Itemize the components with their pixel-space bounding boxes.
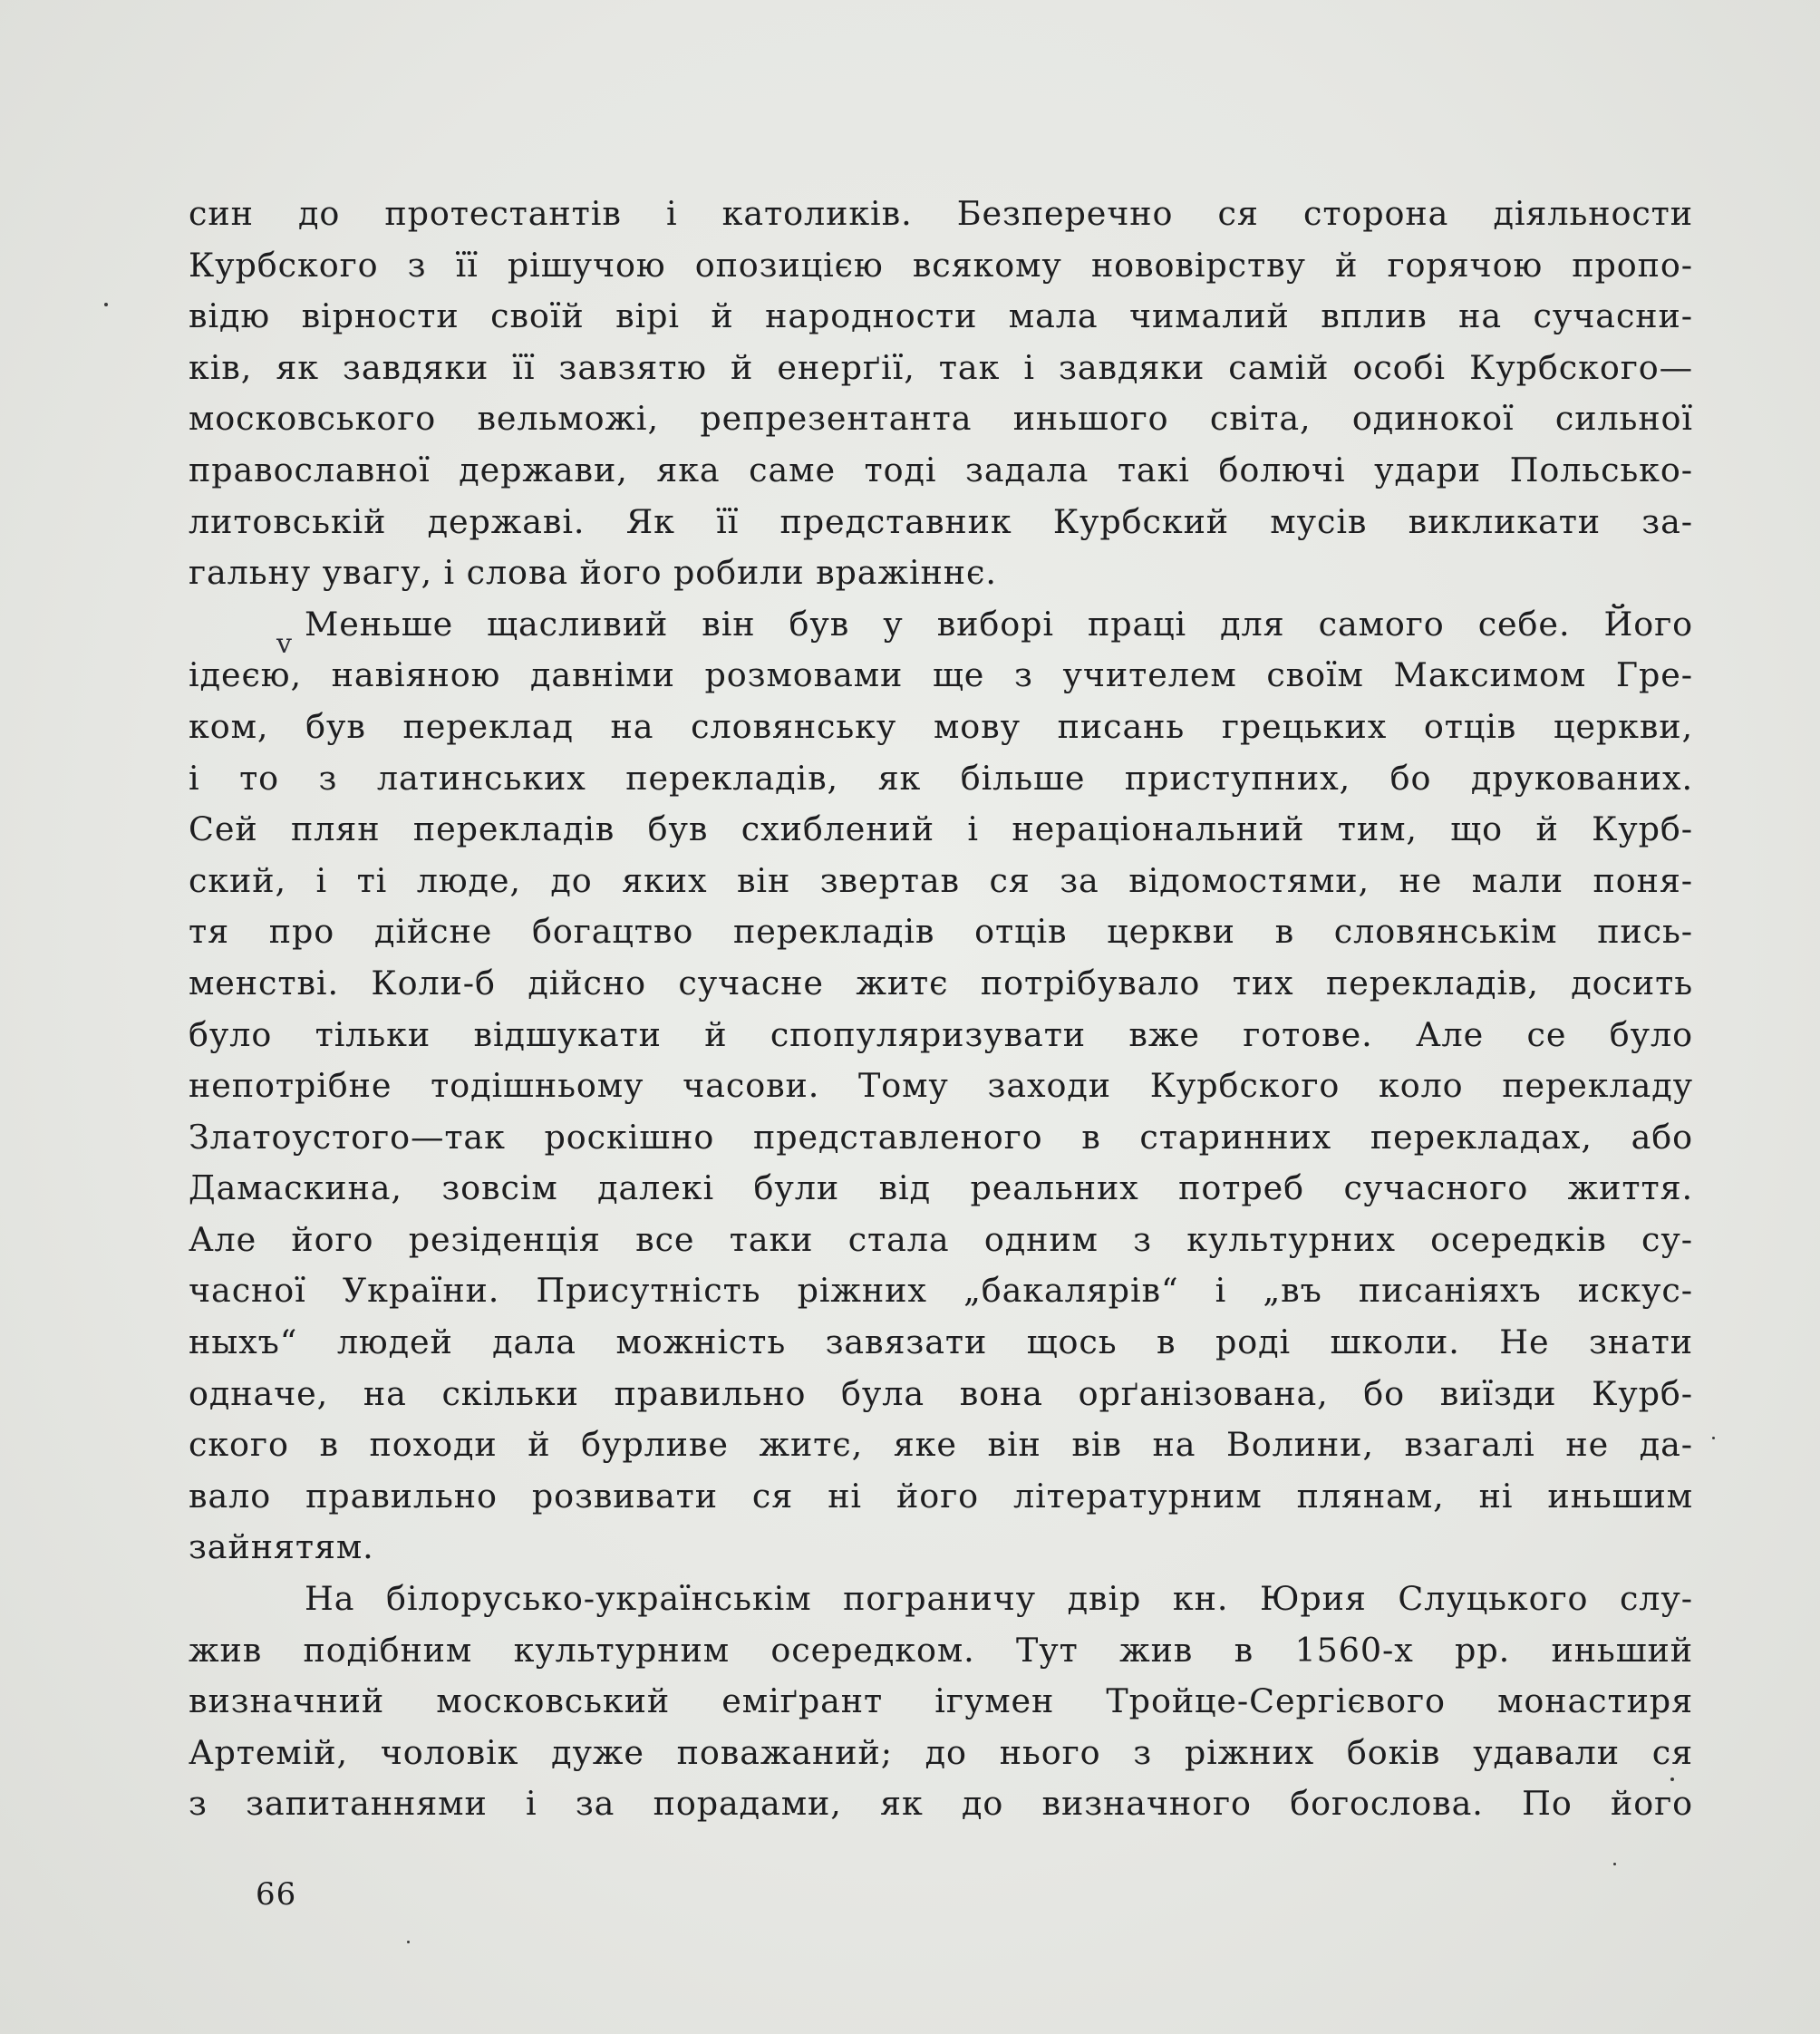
page-number: 66 bbox=[256, 1876, 297, 1913]
marginal-check-mark: v bbox=[276, 628, 292, 660]
text-line: литовській державі. Як її представник Курбский мусів викликати за- bbox=[189, 501, 1693, 541]
text-line: непотрібне тодішньому часови. Тому заходи Курбского коло перекладу bbox=[189, 1066, 1693, 1106]
text-line: зайнятям. bbox=[189, 1527, 374, 1567]
text-line: Дамаскина, зовсім далекі були від реальних потреб сучасного життя. bbox=[189, 1168, 1693, 1208]
text-line: Артемій, чоловік дуже поважаний; до нього з ріжних боків удавали ся bbox=[189, 1732, 1693, 1772]
text-line: московського вельможі, репрезентанта иньшого світа, одинокої сильної bbox=[189, 399, 1693, 439]
text-line: Курбского з її рішучою опозицією всякому нововірству й горячою пропо- bbox=[189, 245, 1693, 285]
text-line: Златоустого—так роскішно представленого в старинних перекладах, або bbox=[189, 1117, 1693, 1157]
text-line: відю вірности своїй вірі й народности мала чималий вплив на сучасни- bbox=[189, 296, 1693, 336]
text-line: син до протестантів і католиків. Безперечно ся сторона діяльности bbox=[189, 194, 1693, 233]
text-line: ского в походи й бурливе житє, яке він вів на Волини, взагалі не да- bbox=[189, 1425, 1693, 1465]
text-line: Меньше щасливий він був у виборі праці для самого себе. Його bbox=[305, 604, 1693, 644]
text-line: жив подібним культурним осередком. Тут жив в 1560-х рр. иньший bbox=[189, 1630, 1693, 1670]
dust-speck bbox=[1670, 1777, 1674, 1781]
text-line: Але його резіденція все таки стала одним з культурних осередків су- bbox=[189, 1219, 1693, 1259]
text-line: визначний московський еміґрант ігумен Тройце-Сергієвого монастиря bbox=[189, 1681, 1693, 1721]
text-line: Сей плян перекладів був схиблений і нераціональний тим, що й Курб- bbox=[189, 809, 1693, 849]
text-line: гальну увагу, і слова його робили вражіннє. bbox=[189, 553, 997, 593]
body-text bbox=[189, 189, 1693, 1830]
text-line: менстві. Коли-б дійсно сучасне житє потрібувало тих перекладів, досить bbox=[189, 963, 1693, 1002]
text-line: вало правильно розвивати ся ні його літературним плянам, ні иньшим bbox=[189, 1476, 1693, 1516]
text-line: На білорусько-українськім пограничу двір кн. Юрия Слуцького слу- bbox=[305, 1579, 1693, 1619]
dust-speck bbox=[1613, 1863, 1616, 1865]
text-line: ский, і ті люде, до яких він звертав ся за відомостями, не мали поня- bbox=[189, 860, 1693, 900]
text-line: і то з латинських перекладів, як більше приступних, бо друкованих. bbox=[189, 758, 1693, 798]
text-line: ідеєю, навіяною давніми розмовами ще з учителем своїм Максимом Гре- bbox=[189, 655, 1693, 695]
text-line: ныхъ“ людей дала можність завязати щось в роді школи. Не знати bbox=[189, 1322, 1693, 1362]
text-line: православної держави, яка саме тоді задала такі болючі удари Польсько- bbox=[189, 450, 1693, 489]
text-line: тя про дійсне богацтво перекладів отців церкви в словянськім пись- bbox=[189, 912, 1693, 952]
dust-speck bbox=[407, 1941, 410, 1943]
text-line: часної України. Присутність ріжних „бакалярів“ і „въ писаніяхъ искус- bbox=[189, 1271, 1693, 1311]
text-line: з запитаннями і за порадами, як до визначного богослова. По його bbox=[189, 1784, 1693, 1824]
text-line: було тільки відшукати й спопуляризувати вже готове. Але се було bbox=[189, 1014, 1693, 1054]
dust-speck bbox=[1712, 1437, 1715, 1439]
text-line: ків, як завдяки її завзятю й енерґії, так і завдяки самій особі Курбского— bbox=[189, 347, 1693, 387]
text-line: ком, був переклад на словянську мову писань грецьких отців церкви, bbox=[189, 706, 1693, 746]
dust-speck bbox=[104, 303, 108, 306]
text-line: одначе, на скільки правильно була вона орґанізована, бо виїзди Курб- bbox=[189, 1373, 1693, 1413]
